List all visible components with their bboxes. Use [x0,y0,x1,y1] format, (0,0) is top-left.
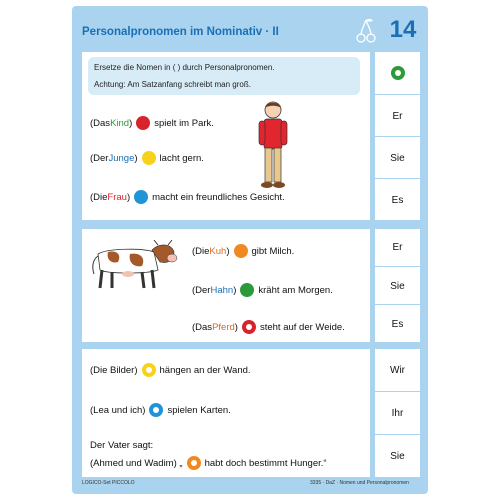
answer-tile[interactable]: Wir [390,364,405,376]
cow-illustration [88,236,180,292]
sentence-2 [90,151,204,165]
answer-tile[interactable]: Er [392,242,403,253]
sentence-text: (Das [90,117,111,129]
sentence-7 [90,363,251,377]
answer-tile[interactable]: Es [375,304,420,343]
footer-left: LOGICO-Set PICCOLO [82,480,135,486]
green-dot-icon [240,283,254,297]
sentence-4 [192,244,294,258]
footer-right: 3335 · DaZ · Nomen und Personalpronomen [310,480,409,486]
answer-column-3 [375,349,420,477]
instruction-line-2: Achtung: Am Satzanfang schreibt man groß. [94,80,251,89]
sentence-text: habt doch bestimmt Hunger.“ [204,457,327,469]
control-button[interactable] [375,52,420,94]
sentence-text: (Der [192,284,211,296]
sentence-text: ) [234,321,238,333]
boy-illustration [252,98,294,190]
sentence-text: ) [134,152,138,164]
noun: Junge [108,152,135,164]
sentence-text: ) [233,284,237,296]
noun: Pferd [212,321,235,333]
sentence-5 [192,283,333,297]
noun: Kuh [209,245,227,257]
answer-tile[interactable]: Sie [375,434,420,478]
sentence-text: hängen an der Wand. [159,364,251,376]
blue-dot-icon [134,190,148,204]
sentence-8 [90,403,231,417]
sentence-text: (Lea und ich) [90,404,146,416]
sentence-3 [90,190,285,204]
card-number: 14 [389,16,417,43]
answer-tile[interactable]: Sie [375,136,420,179]
sentence-text: (Der [90,152,109,164]
sentence-text: spielt im Park. [154,117,214,129]
sentence-text: ) [126,191,131,203]
sentence-text: steht auf der Weide. [259,321,345,333]
yellow-ring-icon [142,363,156,377]
sentence-text: (Ahmed und Wadim) „ [90,457,183,469]
sentence-text: (Die [90,191,108,203]
card-title: Personalpronomen im Nominativ · II [82,26,279,38]
answer-tile[interactable]: Sie [375,266,420,305]
sentence-text: (Die [192,245,210,257]
quote-intro [90,440,153,451]
sentence-text: kräht am Morgen. [258,284,333,296]
instruction-line-1: Ersetze die Nomen in ( ) durch Personalpronomen. [94,63,275,72]
red-dot-icon [136,116,150,130]
cherry-icon [355,16,377,46]
noun: Hahn [210,284,234,296]
sentence-text: (Die Bilder) [90,364,138,376]
answer-column-1 [375,52,420,220]
orange-dot-icon [234,244,248,258]
sentence-1 [90,116,214,130]
blue-ring-icon [149,403,163,417]
sentence-9 [90,456,327,470]
sentence-text: Der Vater sagt: [90,440,154,451]
sentence-text: gibt Milch. [251,245,295,257]
answer-tile[interactable]: Er [375,94,420,137]
green-ring-icon [391,66,405,80]
red-ring-icon [242,320,256,334]
answer-column-2 [375,229,420,342]
sentence-text: ) [226,245,230,257]
instruction-box [88,57,360,95]
orange-ring-icon [187,456,201,470]
sentence-text: (Das [192,321,213,333]
noun: Frau [107,191,127,203]
answer-tile[interactable]: Ihr [375,391,420,435]
noun: Kind [110,117,130,129]
answer-tile[interactable]: Es [375,178,420,221]
card-header [82,18,346,46]
sentence-text: macht ein freundliches Gesicht. [152,191,285,203]
sentence-text: lacht gern. [159,152,204,164]
sentence-text: spielen Karten. [167,404,231,416]
yellow-dot-icon [142,151,156,165]
sentence-6 [192,320,345,334]
sentence-text: ) [129,117,133,129]
